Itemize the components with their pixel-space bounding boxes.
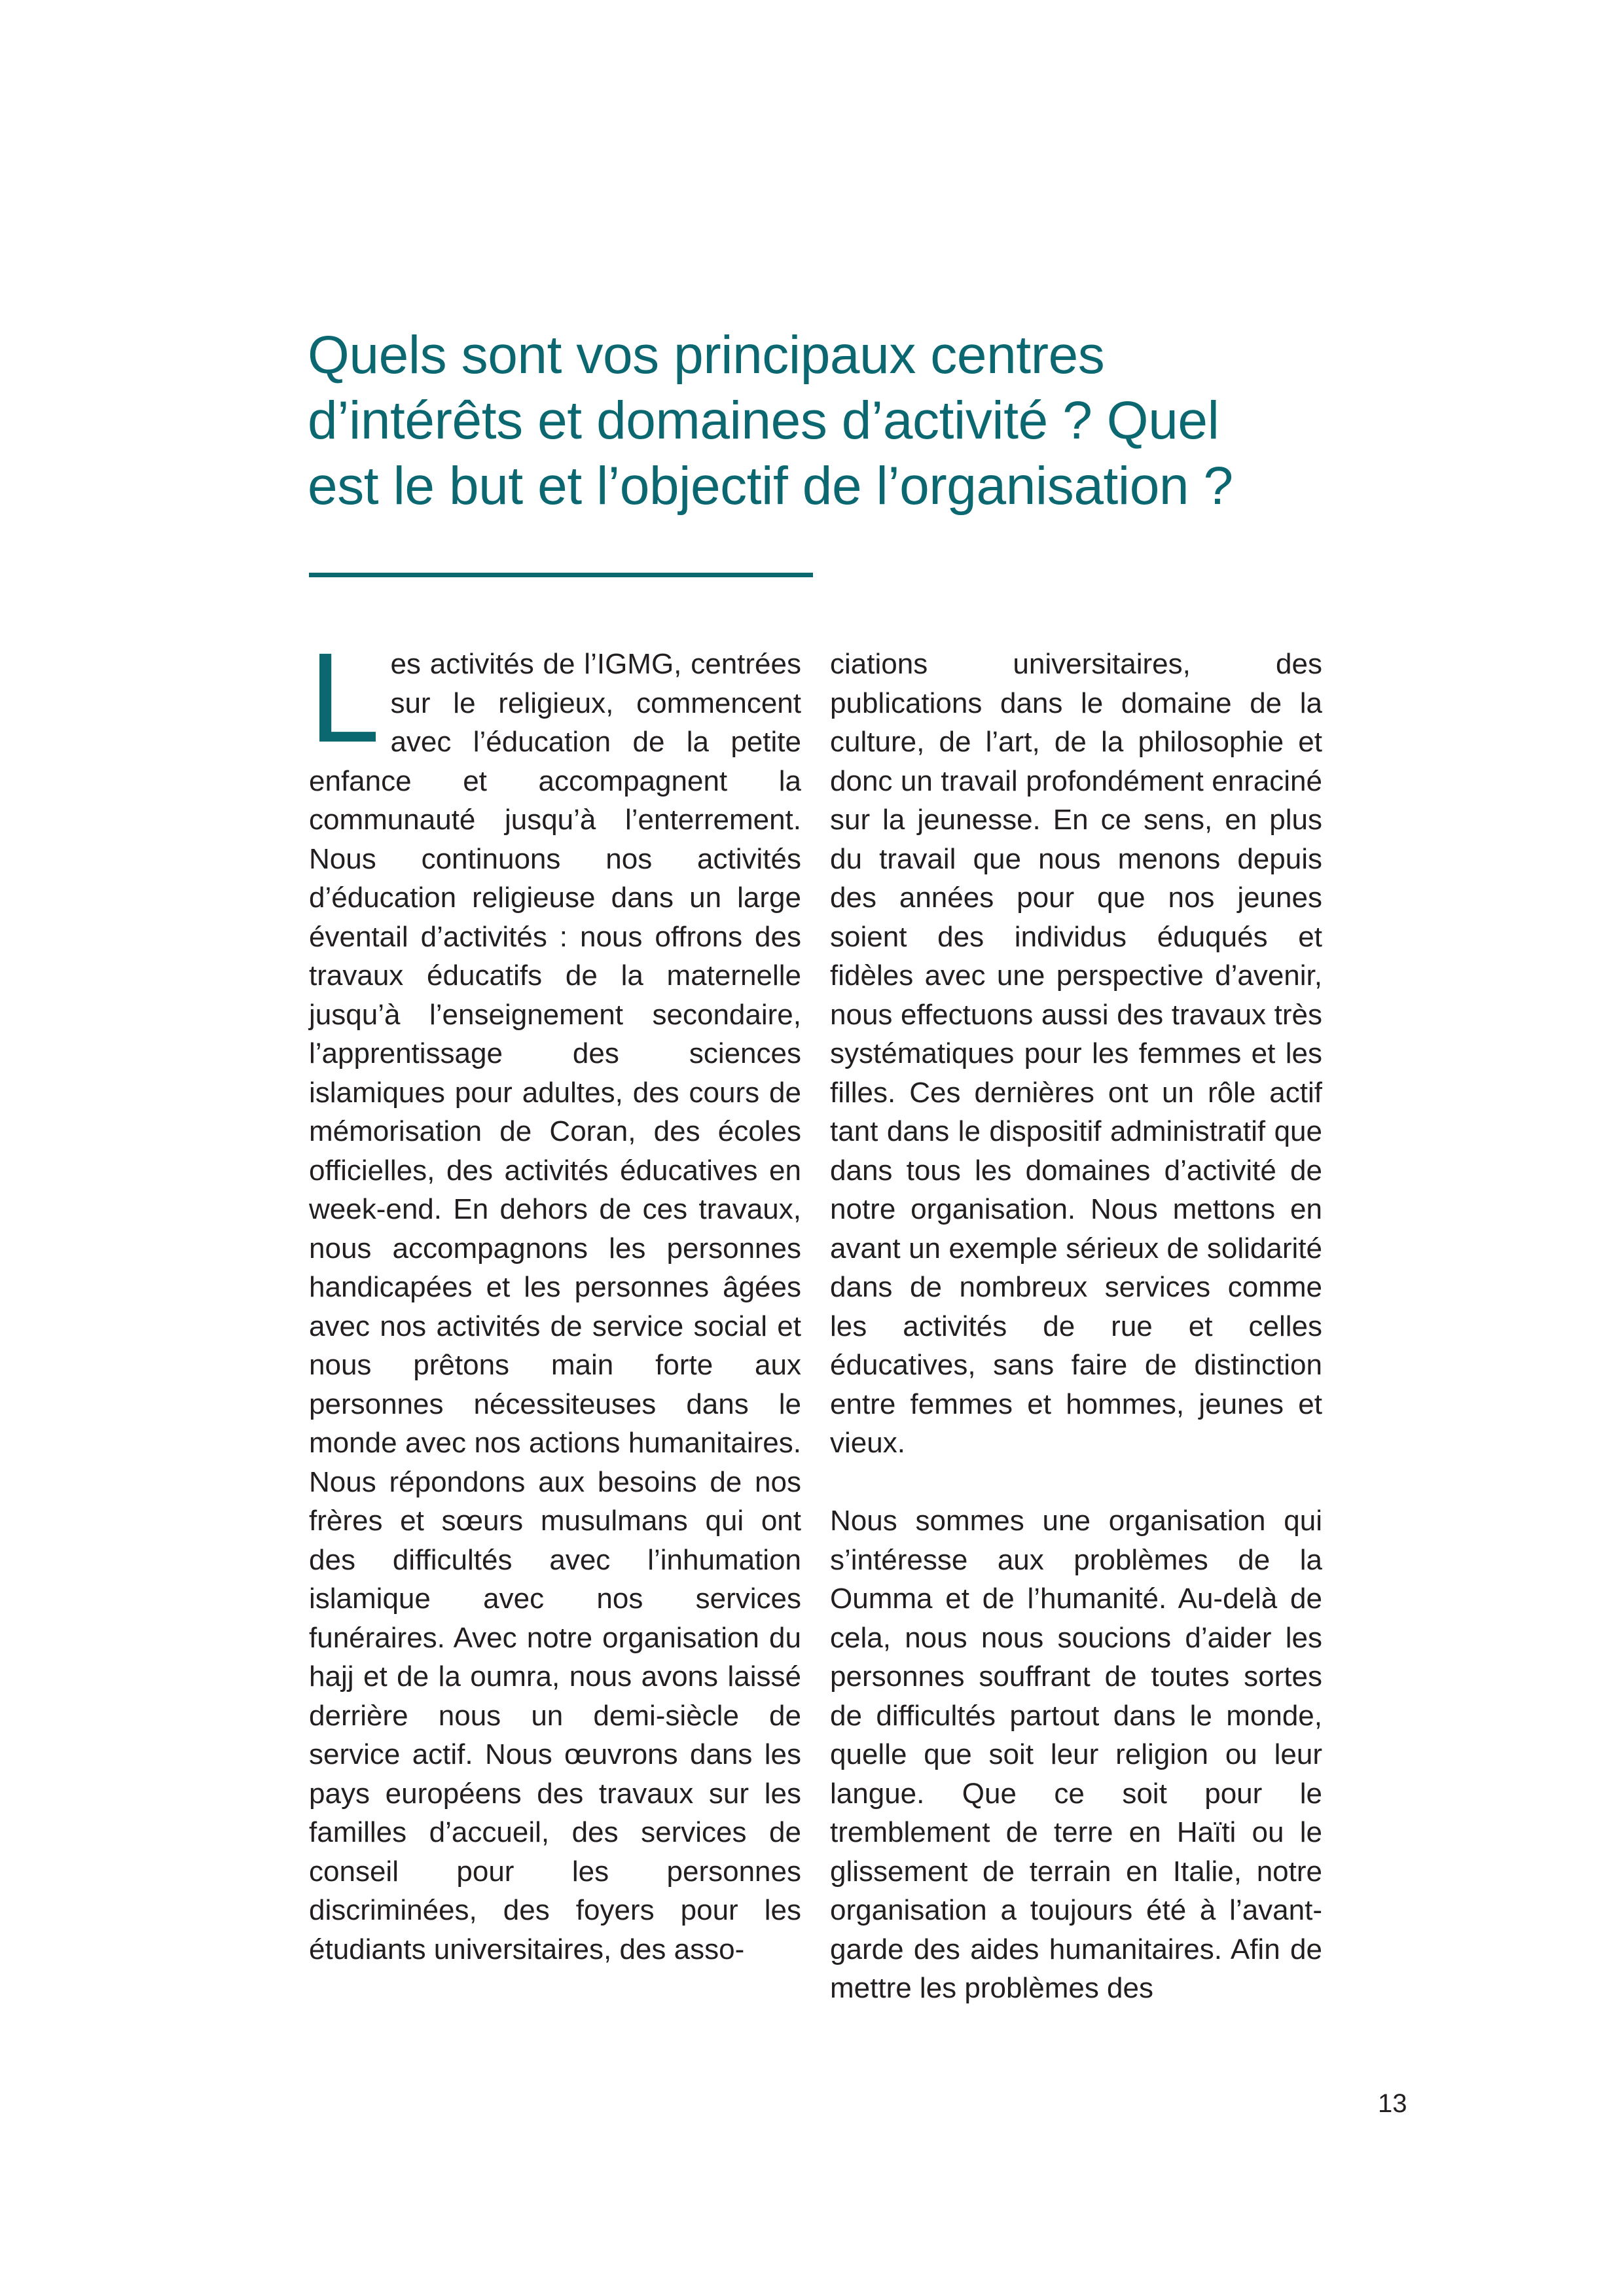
paragraph-text: es activités de l’IGMG, centrées sur le religieux, commencent avec l’éducation de la petite enfance et accompagnent la communauté jusqu’à l’enterrement. Nous continuons nos activités d’éducation religieuse dans un large éventail d’activités : nous offrons des travaux éducatifs de la maternelle jusqu’à l’enseignement secondaire, l’apprentissage des sciences islamiques pour adultes, des cours de mémorisation de Coran, des écoles officielles, des activités éducatives en week-end. En dehors de ces travaux, nous accompagnons les personnes handicapées et les personnes âgées avec nos activités de service social et nous prêtons main forte aux personnes nécessiteuses dans le monde avec nos actions humanitaires. Nous répondons aux besoins de nos frères et sœurs musulmans qui ont des difficultés avec l’inhumation islamique avec nos services funéraires. Avec notre organisation du hajj et de la oumra, nous avons laissé derrière nous un demi-siècle de service actif. Nous œuvrons dans les pays européens des travaux sur les familles d’accueil, des services de conseil pour les personnes discriminées, des foyers pour les étudiants universitaires, des asso- <box>309 648 801 1965</box>
paragraph <box>830 645 1322 1463</box>
article-body <box>309 626 1322 2072</box>
paragraph-text: ciations universitaires, des publications dans le domaine de la culture, de l’art, de la philosophie et donc un travail profondément enraciné sur la jeunesse. En ce sens, en plus du travail que nous menons depuis des années pour que nos jeunes soient des individus éduqués et fidèles avec une perspective d’avenir, nous effectuons aussi des travaux très systématiques pour les femmes et les filles. Ces dernières ont un rôle actif tant dans le dispositif administratif que dans tous les domaines d’activité de notre organisation. Nous mettons en avant un exemple sérieux de solidarité dans de nombreux services comme les activités de rue et celles éducatives, sans faire de distinction entre femmes et hommes, jeunes et vieux. <box>830 648 1322 1459</box>
paragraph <box>830 1501 1322 2008</box>
page-title <box>308 323 1329 519</box>
text-column-right <box>830 645 1322 2008</box>
page-title-line-1: Quels sont vos principaux centres <box>308 325 1105 385</box>
heading-divider <box>309 573 813 577</box>
text-column-left <box>309 626 801 1969</box>
paragraph <box>309 626 801 1969</box>
page-title-line-2: d’intérêts et domaines d’activité ? Quel <box>308 390 1219 450</box>
page-number: 13 <box>1378 2089 1407 2118</box>
page-title-line-3: est le but et l’objectif de l’organisation ? <box>308 456 1233 516</box>
paragraph-text: Nous sommes une organisation qui s’intéresse aux problèmes de la Oumma et de l’humanité. Au-delà de cela, nous nous soucions d’aider les personnes souffrant de toutes sortes de difficultés partout dans le monde, quelle que soit leur religion ou leur langue. Que ce soit pour le tremblement de terre en Haïti ou le glissement de terrain en Italie, notre organisation a toujours été à l’avant-garde des aides humanitaires. Afin de mettre les problèmes des <box>830 1505 1322 2004</box>
drop-cap: L <box>309 626 380 769</box>
